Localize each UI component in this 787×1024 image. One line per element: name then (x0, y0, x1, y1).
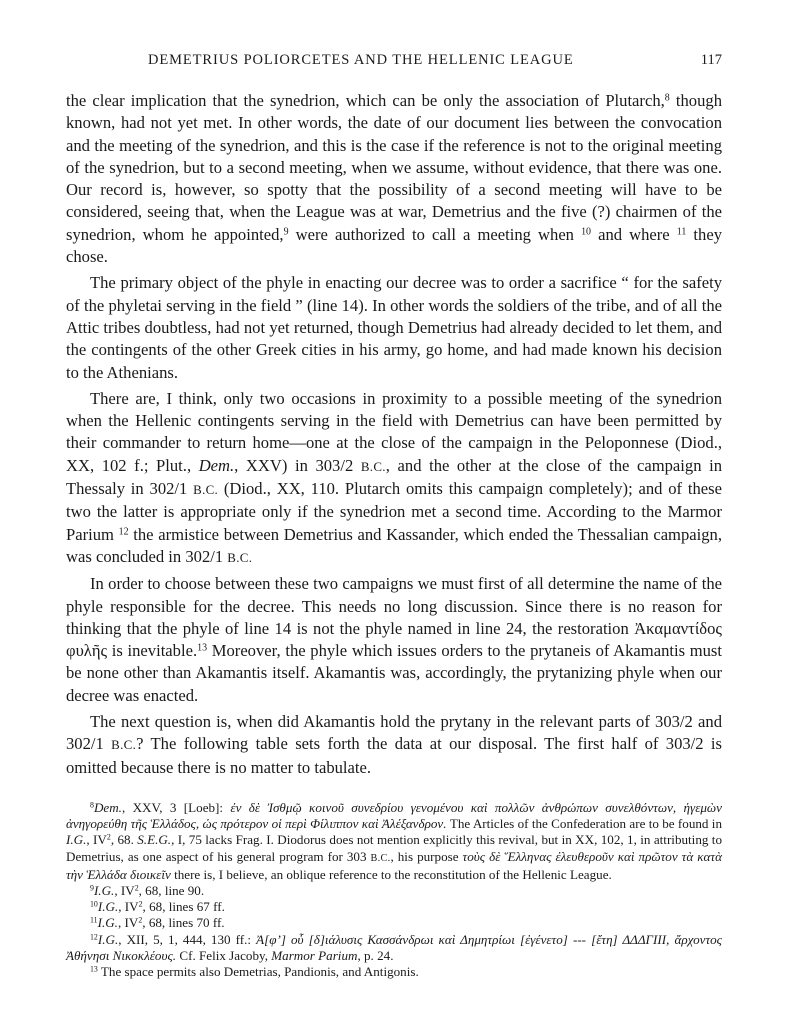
body-text (66, 90, 722, 779)
page (66, 52, 722, 980)
footnote-13: $^{13}$ The space permits also Demetrias, Pandionis, and Antigonis. (90, 963, 419, 979)
greek-restoration: Ἀκαμαντίδος φυλῆς (66, 618, 722, 661)
footnote-ref-8[interactable]: 8 (664, 92, 670, 104)
footnote-12: $^{12}$I.G., XII, 5, 1, 444, 130 ff.: Ἀ[φ’] οὗ [δ]ιάλυσις Κασσάνδρωι καὶ Δημητρίωι [ἐγένετο] --- [ἔτη] ΔΔΔΓΙΙΙ, ἄρχοντος Ἀθήνησι Νικοκλέους. Cf. Felix Jacoby, Marmor Parium, p. 24. (66, 931, 722, 963)
footnote-ref-10[interactable]: 10 (581, 226, 592, 238)
greek-quote: Ἀ[φ’] οὗ [δ]ιάλυσις Κασσάνδρωι καὶ Δημητρίωι [ἐγένετο] --- [ἔτη] ΔΔΔΓΙΙΙ, ἄρχοντος Ἀθήνησι Νικοκλέους. (66, 931, 722, 963)
footnote-ref-11[interactable]: 11 (676, 226, 687, 238)
footnotes (66, 800, 722, 980)
footnote-10: $^{10}$I.G., $IV^2$, 68, lines 67 ff. (90, 899, 225, 915)
running-header (66, 52, 722, 76)
paragraph-1: the clear implication that the synedrion, which can be only the association of Plutarch,$^8$ though known, had not yet met. In other words, the date of our document lies between the convocation and the meeting of the synedrion, and this is the case if the reference is not to the original meeting of the synedrion, but to a second meeting, when we assume, without evidence, that there was one. Our record is, however, so spotty that the possibility of a second meeting will have to be considered, seeing that, when the League was at war, Demetrius and the five (?) chairmen of the synedrion, whom he appointed,$^9$ were authorized to call a meeting when $^{10}$ and where $^{11}$ they chose. (66, 91, 722, 267)
greek-quote: ἐν δὲ Ἰσθμῷ κοινοῦ συνεδρίου γενομένου καὶ πολλῶν ἀνθρώπων συνελθόντων, ἡγεμὼν ἀνηγορεύθη τῆς Ἑλλάδος, ὡς πρότερον οἱ περὶ Φίλιππον καὶ Ἀλέξανδρον. (66, 799, 722, 832)
footnote-ref-13[interactable]: 13 (197, 642, 208, 654)
paragraph-3: There are, I think, only two occasions in proximity to a possible meeting of the synedrion when the Hellenic contingents serving in the field with Demetrius can have been permitted by their commander to return home—one at the close of the campaign in the Peloponnese (Diod., XX, 102 f.; Plut., Dem., XXV) in 303/2 B.C., and the other at the close of the campaign in Thessaly in 302/1 B.C. (Diod., XX, 110. Plutarch omits this campaign completely); and of these two the latter is appropriate only if the synedrion met a second time. According to the Marmor Parium $^{12}$ the armistice between Demetrius and Kassander, which ended the Thessalian campaign, was concluded in 302/1 B.C. (66, 388, 722, 566)
footnote-ref-9[interactable]: 9 (283, 226, 289, 238)
paragraph-5: The next question is, when did Akamantis hold the prytany in the relevant parts of 303/2 and 302/1 B.C.? The following table sets forth the data at our disposal. The first half of 303/2 is omitted because there is no matter to tabulate. (66, 712, 722, 777)
footnote-ref-12[interactable]: 12 (118, 526, 129, 538)
paragraph-2: The primary object of the phyle in enacting our decree was to order a sacrifice “ for the safety of the phyletai serving in the field ” (line 14). In other words the soldiers of the tribe, and of all the Attic tribes doubtless, had not yet returned, though Demetrius had already decided to let them, and the contingents of the other Greek cities in his army, go home, and had made known his decision to the Athenians. (66, 273, 722, 382)
footnote-11: $^{11}$I.G., $IV^2$, 68, lines 70 ff. (90, 915, 225, 931)
running-title: DEMETRIUS POLIORCETES AND THE HELLENIC LEAGUE (148, 52, 574, 68)
footnote-9: $^9$I.G., $IV^2$, 68, line 90. (90, 882, 205, 898)
paragraph-4: In order to choose between these two campaigns we must first of all determine the name of the phyle responsible for the decree. This needs no long discussion. Since there is no reason for thinking that the phyle of line 14 is not the phyle named in line 24, the restoration Ἀκαμαντίδος φυλῆς is inevitable.$^{13}$ Moreover, the phyle which issues orders to the prytaneis of Akamantis must be none other than Akamantis itself. Akamantis was, accordingly, the prytanizing phyle when our decree was enacted. (66, 574, 722, 705)
page-number: 117 (700, 52, 722, 68)
greek-quote: τοὺς δὲ Ἕλληνας ἐλευθεροῦν καὶ πρῶτον τὰ κατὰ τὴν Ἑλλάδα διοικεῖν (66, 848, 722, 882)
footnote-8: $^8$Dem., XXV, 3 [Loeb]: ἐν δὲ Ἰσθμῷ κοινοῦ συνεδρίου γενομένου καὶ πολλῶν ἀνθρώπων συνελθόντων, ἡγεμὼν ἀνηγορεύθη τῆς Ἑλλάδος, ὡς πρότερον οἱ περὶ Φίλιππον καὶ Ἀλέξανδρον. The Articles of the Confederation are to be found in I.G., $IV^2$, 68. S.E.G., I, 75 lacks Frag. I. Diodorus does not mention explicitly this revival, but in XX, 102, 1, in attributing to Demetrius, as one aspect of his general program for 303 B.C., his purpose τοὺς δὲ Ἕλληνας ἐλευθεροῦν καὶ πρῶτον τὰ κατὰ τὴν Ἑλλάδα διοικεῖν there is, I believe, an oblique reference to the reconstitution of the Hellenic League. (66, 799, 722, 882)
